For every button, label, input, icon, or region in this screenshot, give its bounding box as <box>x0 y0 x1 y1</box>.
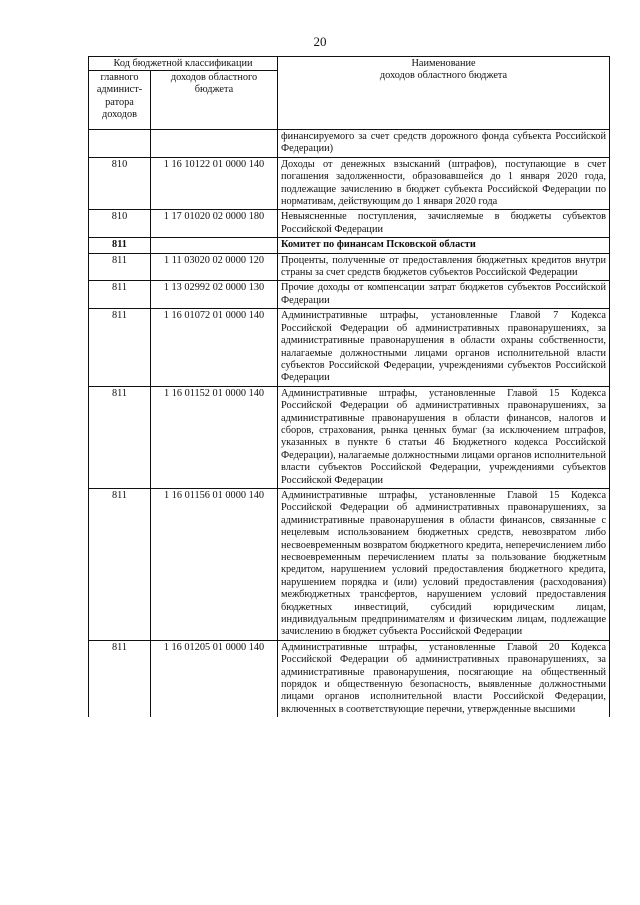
table-row <box>89 157 610 210</box>
admin-code-cell: 811 <box>89 640 151 717</box>
admin-code-cell: 811 <box>89 386 151 488</box>
revenue-code-cell: 1 16 10122 01 0000 140 <box>151 157 278 210</box>
header-revenue-name-line2: доходов областного бюджета <box>379 70 508 82</box>
revenue-code-cell: 1 17 01020 02 0000 180 <box>151 210 278 238</box>
table-row <box>89 386 610 488</box>
table-row <box>89 253 610 281</box>
revenue-name-cell: Доходы от денежных взысканий (штрафов), поступающие в счет погашения задолженности, образовавшейся до 1 января 2020 года, подлежащие зачислению в бюджет субъекта Российской Федерации по нормативам, действующим до 1 января 2020 года <box>278 157 610 210</box>
revenue-name-cell: Административные штрафы, установленные Главой 15 Кодекса Российской Федерации об административных правонарушениях, за административные правонарушения в области финансов, связанные с нецелевым использованием бюджетных средств, невозвратом либо несвоевременным возвратом бюджетного кредита, неперечислением либо несвоевременным перечислением платы за пользование бюджетным кредитом, нарушением условий предоставления бюджетного кредита, нарушением порядка и (или) условий предоставления (расходования) межбюджетных трансфертов, нарушением условий предоставления бюджетных инвестиций, субсидий юридическим лицам, индивидуальным предпринимателям и физическим лицам, подлежащие зачислению в бюджет субъекта Российской Федерации <box>278 488 610 640</box>
admin-code-cell: 810 <box>89 157 151 210</box>
admin-code-cell: 811 <box>89 238 151 253</box>
revenue-name-cell: Невыясненные поступления, зачисляемые в бюджеты субъектов Российской Федерации <box>278 210 610 238</box>
table-row <box>89 210 610 238</box>
table-row <box>89 281 610 309</box>
admin-code-cell <box>89 130 151 158</box>
revenue-code-cell: 1 16 01152 01 0000 140 <box>151 386 278 488</box>
revenue-name-cell: Административные штрафы, установленные Главой 7 Кодекса Российской Федерации об административных правонарушениях, за административные правонарушения в области охраны собственности, налагаемые должностными лицами органов исполнительной власти субъектов Российской Федерации, учреждениями субъектов Российской Федерации <box>278 309 610 386</box>
header-revenue-name <box>278 57 610 130</box>
table-row <box>89 488 610 640</box>
header-revenue-name-line1: Наименование <box>411 58 476 69</box>
revenue-name-cell: Административные штрафы, установленные Главой 20 Кодекса Российской Федерации об административных правонарушениях, за административные правонарушения, посягающие на общественный порядок и общественную безопасность, выявленные должностными лицами органов исполнительной власти Российской Федерации, включенных в соответствующие перечни, утвержденные высшими <box>278 640 610 717</box>
header-chief-administrator: главного админист-ратора доходов <box>89 71 151 130</box>
revenue-name-cell: Комитет по финансам Псковской области <box>278 238 610 253</box>
budget-classification-table <box>88 56 610 717</box>
admin-code-cell: 810 <box>89 210 151 238</box>
table-row <box>89 130 610 158</box>
table-body <box>89 130 610 718</box>
table-row <box>89 309 610 386</box>
header-regional-budget-revenue-code: доходов областного бюджета <box>151 71 278 130</box>
header-budget-classification-code: Код бюджетной классификации <box>89 57 278 71</box>
revenue-code-cell: 1 16 01205 01 0000 140 <box>151 640 278 717</box>
revenue-code-cell <box>151 238 278 253</box>
revenue-name-cell: финансируемого за счет средств дорожного фонда субъекта Российской Федерации) <box>278 130 610 158</box>
revenue-name-cell: Административные штрафы, установленные Главой 15 Кодекса Российской Федерации об административных правонарушениях, за административные правонарушения в области финансов, налогов и сборов, страхования, рынка ценных бумаг (за исключением штрафов, указанных в пункте 6 статьи 46 Бюджетного кодекса Российской Федерации), налагаемые должностными лицами органов исполнительной власти субъектов Российской Федерации, учреждениями субъектов Российской Федерации <box>278 386 610 488</box>
revenue-code-cell: 1 11 03020 02 0000 120 <box>151 253 278 281</box>
admin-code-cell: 811 <box>89 309 151 386</box>
revenue-code-cell <box>151 130 278 158</box>
revenue-name-cell: Проценты, полученные от предоставления бюджетных кредитов внутри страны за счет средств бюджетов субъектов Российской Федерации <box>278 253 610 281</box>
revenue-name-cell: Прочие доходы от компенсации затрат бюджетов субъектов Российской Федерации <box>278 281 610 309</box>
table-row <box>89 640 610 717</box>
section-row <box>89 238 610 253</box>
revenue-code-cell: 1 16 01072 01 0000 140 <box>151 309 278 386</box>
revenue-code-cell: 1 16 01156 01 0000 140 <box>151 488 278 640</box>
revenue-code-cell: 1 13 02992 02 0000 130 <box>151 281 278 309</box>
page-number: 20 <box>313 34 327 49</box>
admin-code-cell: 811 <box>89 488 151 640</box>
admin-code-cell: 811 <box>89 281 151 309</box>
admin-code-cell: 811 <box>89 253 151 281</box>
table-header <box>89 57 610 130</box>
